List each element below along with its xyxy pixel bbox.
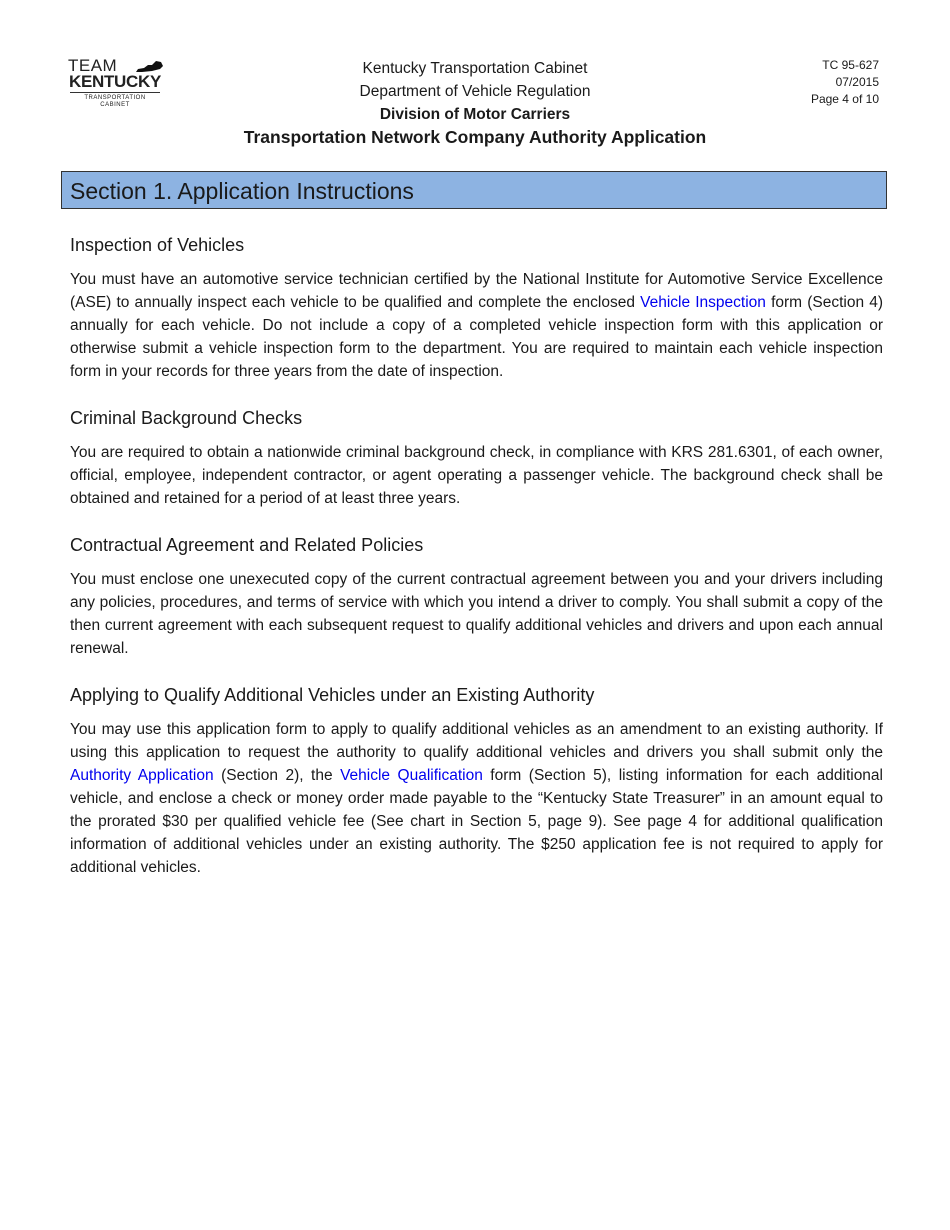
- document-title: Transportation Network Company Authority Application: [243, 127, 707, 147]
- text: (Section 2), the: [213, 767, 341, 784]
- section-title: Section 1. Application Instructions: [61, 171, 887, 209]
- authority-application-link[interactable]: Authority Application: [70, 767, 214, 784]
- text: form (Section 5), listing information for each additional vehicle, and enclose a check or money order made payable to the “Kentucky State Treasurer” in an amount equal to the prorated $30 per qualified vehicle fee (See chart in Section 5, page 9). See page 4 for additional qualification information of additional vehicles under an existing authority. The $250 application fee is not required to apply for additional vehicles.: [70, 767, 883, 876]
- text: form (Section 4) annually for each vehicle. Do not include a copy of a completed vehicle inspection form with this application or otherwise submit a vehicle inspection form to the department. You are required to maintain each vehicle inspection form in your records for three years from the date of inspection.: [70, 294, 884, 380]
- header-line1: Kentucky Transportation Cabinet: [362, 60, 588, 77]
- text: You may use this application form to apply to qualify additional vehicles as an amendment to an existing authority. If using this application to request the authority to qualify additional vehicles and drivers you shall submit only the: [70, 721, 883, 761]
- header-line3: Division of Motor Carriers: [379, 106, 571, 123]
- document-header: [200, 57, 750, 149]
- logo-team: TEAM: [68, 56, 118, 75]
- para-background: You are required to obtain a nationwide criminal background check, in compliance with KRS 281.6301, of each owner, official, employee, independent contractor, or agent operating a passenger vehicle. The background check shall be obtained and retained for a period of at least three years.: [70, 444, 883, 507]
- logo-kentucky: KENTUCKY: [68, 72, 162, 91]
- logo-divider: [70, 92, 160, 93]
- vehicle-qualification-link[interactable]: Vehicle Qualification: [340, 767, 483, 784]
- heading-contractual: Contractual Agreement and Related Policies: [70, 535, 424, 555]
- para-inspection: [70, 268, 883, 383]
- logo-sub2: CABINET: [100, 102, 130, 108]
- logo-sub1: TRANSPORTATION: [84, 95, 146, 101]
- vehicle-inspection-link[interactable]: Vehicle Inspection: [640, 294, 766, 311]
- header-line2: Department of Vehicle Regulation: [359, 83, 591, 100]
- heading-additional: Applying to Qualify Additional Vehicles under an Existing Authority: [70, 685, 595, 705]
- kentucky-state-icon: [134, 60, 164, 74]
- para-contractual: You must enclose one unexecuted copy of the current contractual agreement between you and your drivers including any policies, procedures, and terms of service with which you intend a driver to comply. You shall submit a copy of the then current agreement with each subsequent request to qualify additional vehicles and drivers and upon each annual renewal.: [70, 571, 883, 657]
- heading-inspection: Inspection of Vehicles: [70, 235, 245, 255]
- form-number: TC 95-627: [822, 58, 879, 72]
- team-kentucky-logo: [64, 58, 166, 109]
- text: You must have an automotive service technician certified by the National Institute for Automotive Service Excellence (ASE) to annually inspect each vehicle to be qualified and complete the enclosed: [70, 271, 883, 311]
- form-date: 07/2015: [835, 75, 879, 89]
- form-meta: [811, 57, 879, 108]
- page-number: Page 4 of 10: [810, 92, 879, 106]
- para-additional: [70, 718, 883, 879]
- heading-background: Criminal Background Checks: [70, 408, 303, 428]
- content: [70, 232, 883, 901]
